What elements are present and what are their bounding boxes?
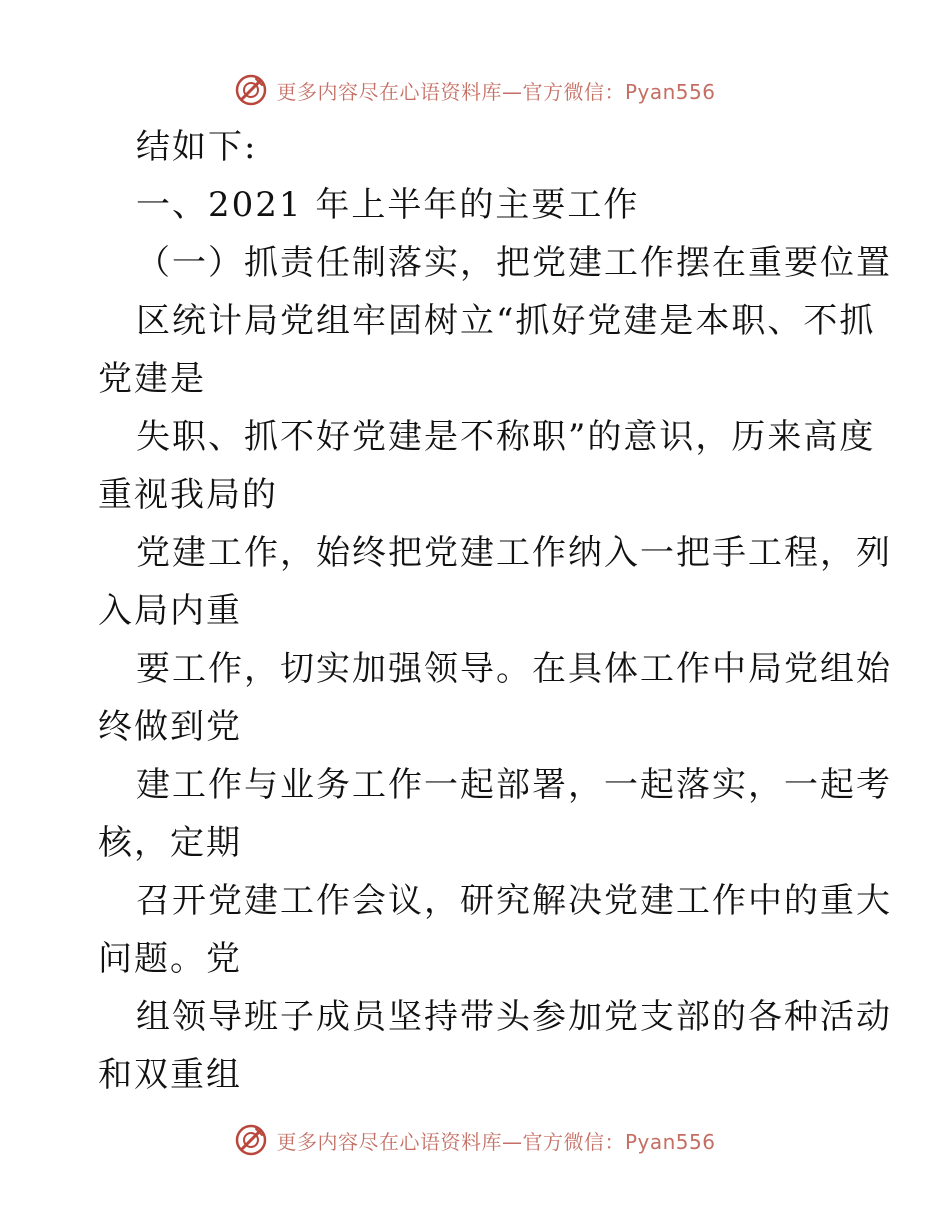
text-line: 区统计局党组牢固树立“抓好党建是本职、不抓 [136, 301, 876, 341]
document-body [98, 118, 892, 1104]
footer-watermark [0, 1120, 950, 1160]
text-line: 要工作，切实加强领导。在具体工作中局党组始 [136, 649, 892, 689]
watermark-logo-icon [234, 1123, 268, 1157]
subsection-heading: （一）抓责任制落实，把党建工作摆在重要位置 [136, 243, 892, 283]
text-line: 失职、抓不好党建是不称职”的意识，历来高度 [136, 417, 876, 457]
text-line: 结如下: [136, 127, 258, 167]
text-line: 入局内重 [98, 591, 242, 631]
watermark-logo-icon [234, 73, 268, 107]
text-line: 党建工作，始终把党建工作纳入一把手工程，列 [136, 533, 892, 573]
section-heading: 一、2021 年上半年的主要工作 [136, 185, 640, 225]
text-line: 核，定期 [98, 823, 242, 863]
text-line: 和双重组 [98, 1055, 242, 1095]
header-watermark [0, 70, 950, 110]
text-line: 终做到党 [98, 707, 242, 747]
text-line: 问题。党 [98, 939, 242, 979]
text-line: 召开党建工作会议，研究解决党建工作中的重大 [136, 881, 892, 921]
text-line: 组领导班子成员坚持带头参加党支部的各种活动 [136, 997, 892, 1037]
text-line: 党建是 [98, 359, 206, 399]
watermark-text: 更多内容尽在心语资料库—官方微信：Pyan556 [276, 79, 716, 104]
text-line: 重视我局的 [98, 475, 278, 515]
watermark-text: 更多内容尽在心语资料库—官方微信：Pyan556 [276, 1129, 716, 1154]
text-line: 建工作与业务工作一起部署，一起落实，一起考 [136, 765, 892, 805]
